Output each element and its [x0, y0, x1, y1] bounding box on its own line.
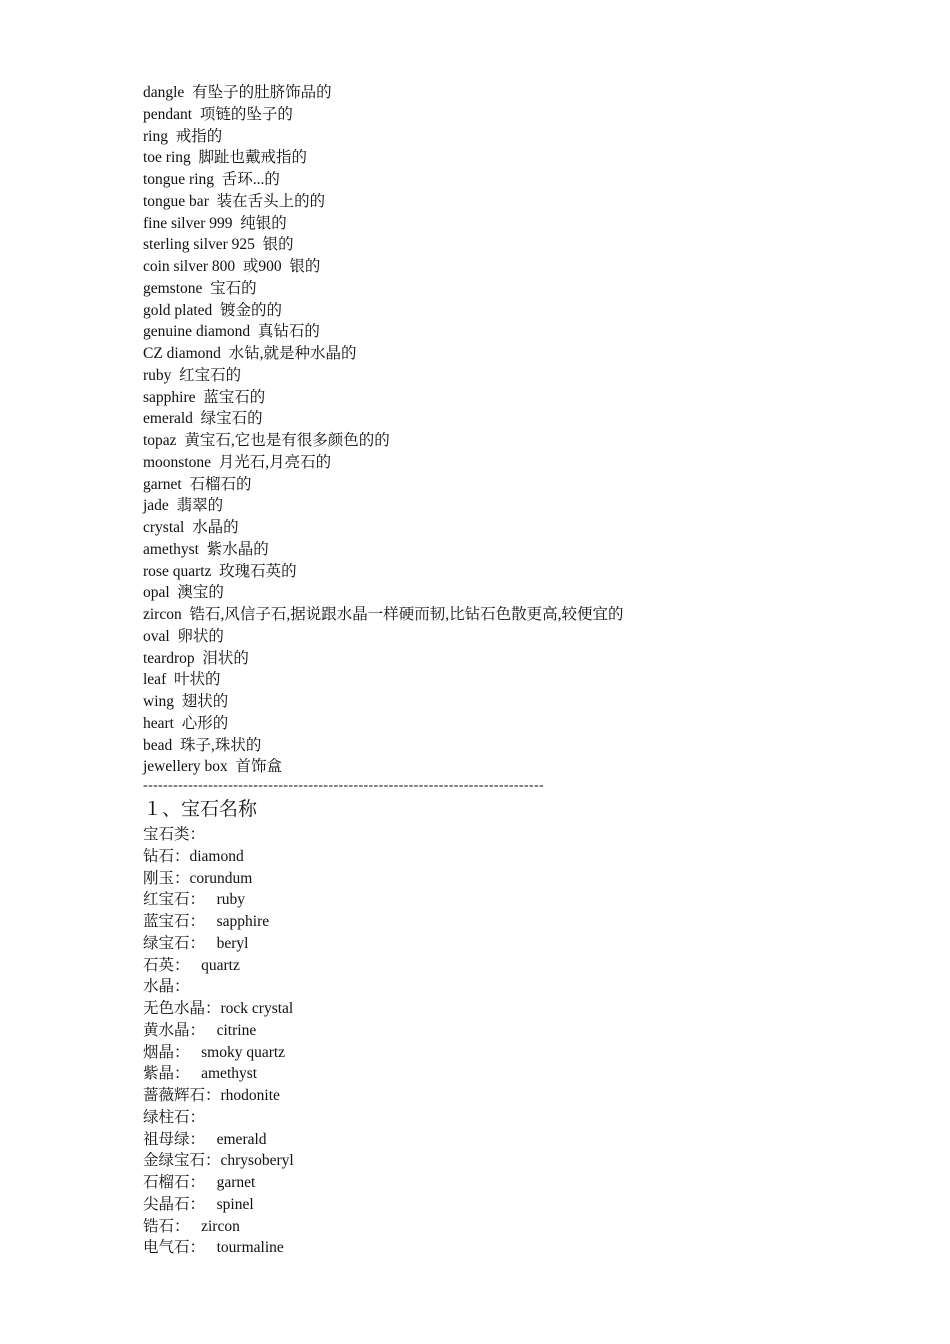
list-item: 宝石类：: [143, 826, 206, 843]
list-item: pendant 项链的坠子的: [143, 105, 293, 123]
list-item: bead 珠子,珠状的: [143, 736, 262, 754]
list-item: oval 卵状的: [143, 627, 224, 645]
list-item: gemstone 宝石的: [143, 279, 257, 297]
list-item: 水晶：: [143, 978, 190, 996]
list-item: teardrop 泪状的: [143, 649, 249, 667]
list-item: sapphire 蓝宝石的: [143, 388, 266, 406]
section-divider: --------------------------------------------------------------------------------: [143, 778, 544, 793]
section-heading: １、宝石名称: [143, 799, 258, 820]
list-item: dangle 有坠子的肚脐饰品的: [143, 84, 332, 101]
vocab-list: [143, 82, 923, 778]
list-item: 尖晶石： spinel: [143, 1195, 254, 1213]
list-item: crystal 水晶的: [143, 519, 239, 536]
list-item: 蓝宝石： sapphire: [143, 913, 270, 930]
list-item: ruby 红宝石的: [143, 366, 242, 384]
list-item: 锆石： zircon: [143, 1217, 240, 1235]
list-item: amethyst 紫水晶的: [143, 540, 269, 558]
list-item: 紫晶： amethyst: [143, 1065, 258, 1083]
list-item: 绿宝石： beryl: [143, 934, 249, 952]
list-item: ring 戒指的: [143, 127, 223, 145]
list-item: heart 心形的: [143, 714, 229, 732]
list-item: 石英： quartz: [143, 956, 240, 974]
list-item: sterling silver 925 银的: [143, 236, 294, 254]
list-item: gold plated 镀金的的: [143, 301, 283, 319]
list-item: coin silver 800 或900 银的: [143, 258, 321, 275]
list-item: 石榴石： garnet: [143, 1174, 256, 1191]
list-item: jewellery box 首饰盒: [143, 758, 283, 776]
list-item: topaz 黄宝石,它也是有很多颜色的的: [143, 432, 390, 449]
list-item: wing 翅状的: [143, 693, 229, 710]
list-item: 钻石：diamond: [143, 847, 244, 865]
list-item: tongue ring 舌环...的: [143, 171, 280, 188]
list-item: genuine diamond 真钻石的: [143, 323, 320, 341]
list-item: 金绿宝石：chrysoberyl: [143, 1152, 294, 1170]
list-item: jade 翡翠的: [143, 497, 224, 515]
list-item: 蔷薇辉石：rhodonite: [143, 1087, 280, 1104]
list-item: 刚玉：corundum: [143, 869, 253, 887]
list-item: 电气石： tourmaline: [143, 1239, 284, 1257]
document-page: [143, 82, 923, 1259]
gem-name-list: [143, 824, 923, 1259]
list-item: moonstone 月光石,月亮石的: [143, 453, 332, 471]
list-item: tongue bar 装在舌头上的的: [143, 192, 326, 210]
list-item: rose quartz 玫瑰石英的: [143, 562, 297, 580]
list-item: CZ diamond 水钻,就是种水晶的: [143, 345, 357, 362]
list-item: 黄水晶： citrine: [143, 1021, 257, 1039]
list-item: garnet 石榴石的: [143, 475, 252, 493]
list-item: toe ring 脚趾也戴戒指的: [143, 149, 308, 167]
list-item: 祖母绿： emerald: [143, 1130, 267, 1148]
list-item: 无色水晶：rock crystal: [143, 1000, 294, 1017]
list-item: zircon 锆石,风信子石,据说跟水晶一样硬而韧,比钻石色散更高,较便宜的: [143, 606, 624, 623]
list-item: fine silver 999 纯银的: [143, 214, 287, 232]
list-item: opal 澳宝的: [143, 584, 224, 602]
list-item: leaf 叶状的: [143, 671, 221, 689]
list-item: 烟晶： smoky quartz: [143, 1043, 286, 1061]
list-item: emerald 绿宝石的: [143, 410, 263, 428]
list-item: 红宝石： ruby: [143, 891, 246, 909]
list-item: 绿柱石：: [143, 1108, 206, 1126]
